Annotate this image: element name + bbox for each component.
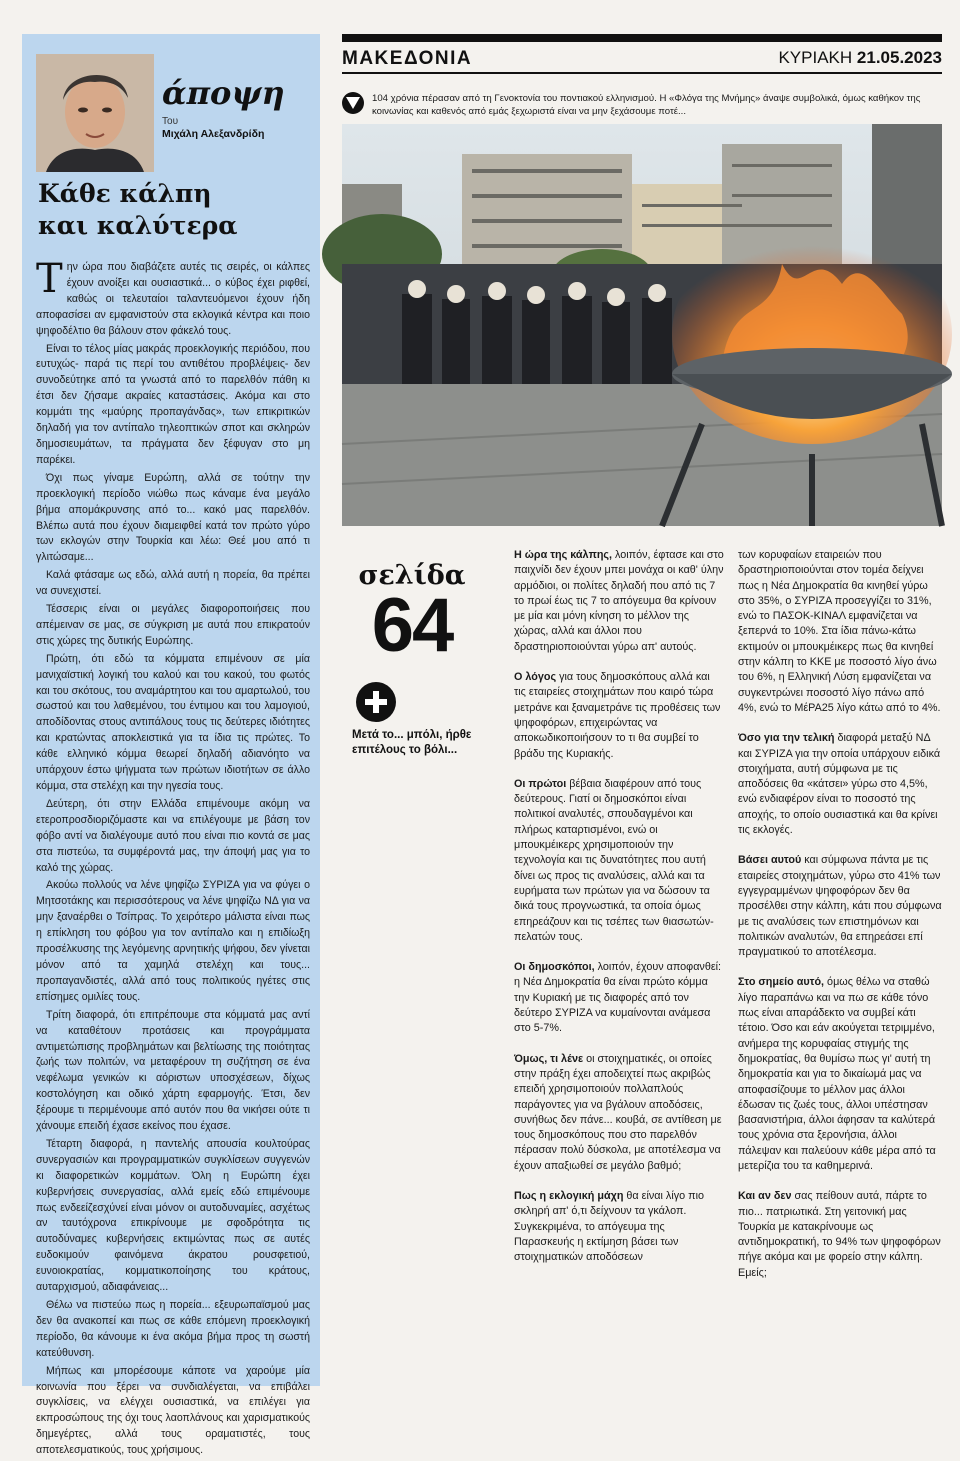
- photo-caption: 104 χρόνια πέρασαν από τη Γενοκτονία του ποντιακού ελληνισμού. Η «Φλόγα της Μνήμης» άναψε συμβολικά, όμως καθήκον της κοινωνίας και καθενός από εμάς ξεχωριστά είναι να μην ξεχάσουμε ποτέ...: [372, 93, 921, 117]
- opinion-paragraph: Είναι το τέλος μίας μακράς προεκλογικής περιόδου, που ευτυχώς- παρά τις περί του αντιθέτου προβλέψεις- δεν συνοδεύτηκε από τα γνωστά από το παρελθόν πάθη κι έτσι δεν ζήσαμε ακραίες καταστάσεις. Ακόμα και στο κομμάτι της «μαύρης προπαγάνδας», των επικριτικών δηλαδή για τον αντίπαλο τηλεοπτικών σποτ και σκληρών δημοσιευμάτων, τα πράγματα δεν ξέφυγαν στο μη παρέκει.: [36, 342, 310, 466]
- article-column-2: [738, 548, 942, 1296]
- opinion-title-line: και καλύτερα: [38, 211, 238, 240]
- masthead-rule: [342, 72, 942, 74]
- drop-cap: Τ: [36, 256, 63, 302]
- article-paragraph: Ο λόγος για τους δημοσκόπους αλλά και τις εταιρείες στοιχημάτων που καιρό τώρα μετράνε και ξαναμετράνε τις προθέσεις των ψηφοφόρων, επιχειρώντας να αποκωδικοποιήσουν το τι θα συμβεί το βράδυ της Κυριακής.: [514, 671, 721, 760]
- article-paragraph: Στο σημείο αυτό, όμως θέλω να σταθώ λίγο παραπάνω και να πω σε κάθε τόνο πως είναι απαράδεκτο να συμβεί κάτι τέτοιο. Όσο και εάν ακούγεται τετριμμένο, ανήμερα της κορυφαίας στιγμής της δημοκρατίας, θα θυμίσω πως γι' αυτή τη δημοκρατία και για το δικαίωμά μας να αποφασίζουμε το μέλλον μας άλλοι έδωσαν τις ζωές τους, άλλοι υπέστησαν βασανιστήρια, άλλοι άφησαν τα καλύτερά τους χρόνια στα ξερονήσια, άλλοι πάλεψαν και παλεύουν κάθε μέρα από τα μετερίζια του τα καθημερινά.: [738, 976, 936, 1172]
- article-paragraph: Όσο για την τελική διαφορά μεταξύ ΝΔ και ΣΥΡΙΖΑ για την οποία υπάρχουν ειδικά στοιχήματα, αυτή σύμφωνα με τις αποδόσεις θα «κάτσει» γύρω στο 4,5%, ενώ ενδιαφέρον είναι το ποσοστό της αποχής, το οποίο ουσιαστικά και θα κρίνει τις εκλογές.: [738, 732, 941, 837]
- article-paragraph: Βάσει αυτού και σύμφωνα πάντα με τις εταιρείες στοιχημάτων, γύρω στο 41% των εγγεγραμμένων ψηφοφόρων δεν θα προσέλθει στην κάλπη, κάτι που σύμφωνα με τις αναλύσεις των επιστημόνων και πολιτικών αναλυτών, θα επηρεάσει επί πραγματικού το αποτέλεσμα.: [738, 854, 942, 959]
- opinion-paragraph: Τέταρτη διαφορά, η παντελής απουσία κουλτούρας συνεργασιών και προγραμματικών συγκλίσεων συγγενών κι διαφορετικών κομμάτων. Όλη η Ευρώπη έχει κυβερνήσεις συνεργασίας, αλλά εμείς εδώ επιμένουμε πως ενδεείζεσχύνεί είναι μόνον οι αυτοδυναμίες, ασχέτως αν ταυτόχρονα επικρίνουμε με σφοδρότητα τις αυτοδύναμες κυβερνήσεις εκτιμώντας πως σε αυτές ευδοκιμούν φαινόμενα άκρατου ρουσφετιού, ευνοιοκρατίας, κομματικοποίησης του κράτους, αυταρχισμού, αδιαφάνειας...: [36, 1137, 310, 1294]
- article-paragraph: Οι πρώτοι βέβαια διαφέρουν από τους δεύτερους. Γιατί οι δημοσκόποι είναι πολιτικοί αναλυτές, σπουδαγμένοι και πλήρως καταρτισμένοι, ενώ οι μπουκμέικερς χρησιμοποιούν την τεχνολογία και τις δυνατότητες που αυτή δίνει ως προς τις αναλύσεις, αλλά και τα ευρήματα των πρώτων για να δώσουν τα δικά τους προγνωστικά, τα οποία όμως επηρεάζουν και τις τσέπες των θιασωτών-πελατών τους.: [514, 777, 714, 943]
- opinion-paragraph: Όχι πως γίναμε Ευρώπη, αλλά σε τούτην την προεκλογική περίοδο νιώθω πως κάναμε ένα μεγάλο βήμα απομάκρυνσης από το... κακό μας παρελθόν. Βλέπω αυτά που έχουν διαμειφθεί κατά τον πρώτο γύρο των εκλογών στην Τουρκία και λέω: Θεέ μου από τι γλιτώσαμε...: [36, 471, 310, 564]
- dateline: [778, 48, 942, 68]
- opinion-paragraph: Τέσσερις είναι οι μεγάλες διαφοροποιήσεις που απέμειναν σε μας, σε σύγκριση με αυτά που επικρατούν στις χώρες της δυτικής Ευρώπης.: [36, 603, 310, 647]
- teaser-text: Μετά το... μπόλι, ήρθε επιτέλους το βόλι...: [352, 729, 472, 756]
- triangle-down-icon: [342, 92, 364, 114]
- article-paragraph: Όμως, τι λένε οι στοιχηματικές, οι οποίες στην πράξη έχει αποδειχτεί πως ακριβώς επειδή χρησιμοποιούν πολλαπλούς παράγοντες για να βγάλουν αποδόσεις, συνήθως δεν πάνε... κουβά, σε αντίθεση με τους δημοσκόπους που στο παρελθόν πέρασαν πολύ δύσκολα, με αποτέλεσμα να έχουν απαξιωθεί σε μεγάλο βαθμό;: [514, 1052, 722, 1172]
- opinion-title: [38, 178, 308, 242]
- article-paragraph: Πως η εκλογική μάχη θα είναι λίγο πιο σκληρή απ' ό,τι δείχνουν τα γκάλοπ. Συγκεκριμένα, το απόγευμα της Παρασκευής η εκτίμηση βάσει των στοιχηματικών αποδόσεων: [514, 1189, 704, 1264]
- opinion-title-line: Κάθε κάλπη: [38, 179, 212, 208]
- article-paragraph: των κορυφαίων εταιρειών που δραστηριοποιούνται στον τομέα δείχνει πως η Νέα Δημοκρατία θα κινηθεί γύρω στο 35%, ο ΣΥΡΙΖΑ προσεγγίζει το 31%, ενώ το ΠΑΣΟΚ-ΚΙΝΑΛ εμφανίζεται να ξεπερνά το 10%. Στα ίδια πάνω-κάτω εκτιμούν οι μπουκμέικερς πως θα κινηθεί στην κάλπη το ΚΚΕ με ποσοστό λίγο άνω του 6%, η Ελληνική Λύση εμφανίζεται να συγκεντρώνει ποσοστό λίγο πάνω από 4%, ενώ το ΜέΡΑ25 λίγο κάτω από το 4%.: [738, 549, 941, 714]
- byline-prefix: Του: [162, 116, 179, 127]
- article-paragraph: Οι δημοσκόποι, λοιπόν, έχουν αποφανθεί: η Νέα Δημοκρατία θα είναι πρώτο κόμμα την Κυριακή με τις διαφορές από τον δεύτερο ΣΥΡΙΖΑ να κυμαίνονται ανάμεσα στο 5-7%.: [514, 961, 722, 1035]
- opinion-paragraph: Ακούω πολλούς να λένε ψηφίζω ΣΥΡΙΖΑ για να φύγει ο Μητσοτάκης και περισσότερους να λένε ψηφίζω ΝΔ για να μην ξαναέρθει ο Τσίπρας. Το χειρότερο μάλιστα είναι πως η επίκληση του φόβου για τον αντίπαλο και η επιδίωξη προσέλκυσης της λεγόμενης αρνητικής ψήφου, δεν γίνεται μόνον από τα χαμηλά στελέχη και τους... προπαγανδιστές, αλλά από τους πολιτικούς ηγέτες στις επίσημες ομιλίες τους.: [36, 879, 310, 1003]
- flame-ceremony-photo: [342, 124, 942, 526]
- opinion-paragraph: Μήπως και μπορέσουμε κάποτε να χαρούμε μία κοινωνία που ξέρει να συνδιαλέγεται, να επιβάλει συγκλίσεις, να ελέγχει ουσιαστικά, να επιλέγει για εκπροσώπους της όχι τους λαοπλάνους και χαρισματικούς δημεγέρτες, αλλά τους οραματιστές, τους αποτελεσματικούς, τους χρήσιμους.: [36, 1364, 310, 1457]
- masthead: [342, 34, 942, 72]
- opinion-label: άποψη: [162, 74, 285, 112]
- page-number: 64: [371, 583, 453, 668]
- article-column-1: [514, 548, 724, 1280]
- opinion-paragraph: Τρίτη διαφορά, ότι επιτρέπουμε στα κόμματά μας αντί να καταθέτουν προτάσεις και προγράμματα αντιμετώπισης προβλημάτων και βελτίωσης της ποιότητας ζωής των πολιτών, να μεταφέρουν τη συζήτηση σε ένα νεφέλωμα γενικών κι αόριστων υποσχέσεων, δίχως κοστολόγηση και οδικό χάρτη εφαρμογής. Έτσι, δεν ξέρουμε τι περιμένουμε από αυτόν που θα νικήσει ούτε τι χάνουμε επειδή έχασε εκείνος που έχασε.: [36, 1008, 310, 1133]
- opinion-paragraph: Καλά φτάσαμε ως εδώ, αλλά αυτή η πορεία, θα πρέπει να συνεχιστεί.: [36, 569, 310, 598]
- author-name: Μιχάλη Αλεξανδρίδη: [162, 128, 265, 140]
- section-name: ΜΑΚΕΔΟΝΙΑ: [342, 48, 473, 69]
- opinion-column: [22, 34, 320, 1457]
- page-word: σελίδα: [358, 560, 466, 591]
- opinion-paragraph: Θέλω να πιστεύω πως η πορεία... εξευρωπαϊσμού μας δεν θα ανακοπεί και πως σε κάθε επόμενη προεκλογική περίοδο, θα κάνουμε κι ένα ακόμα βήμα προς τη σωστή κατεύθυνση.: [36, 1299, 310, 1359]
- dateline-day: ΚΥΡΙΑΚΗ: [778, 48, 853, 67]
- plus-icon: [356, 682, 396, 722]
- opinion-paragraph: Την ώρα που διαβάζετε αυτές τις σειρές, οι κάλπες έχουν ανοίξει και ουσιαστικά... ο κύβος έχει ριφθεί, καθώς οι τελευταίοι ταλαντευόμενοι έχουν ήδη αποφασίσει αν εμφανιστούν στα εκλογικά κέντρα και ποιο ψηφοδέλτιο θα βάλουν στον φάκελό τους.: [36, 256, 310, 337]
- opinion-body: [36, 256, 310, 1461]
- author-avatar: [36, 54, 154, 172]
- dateline-date: 21.05.2023: [856, 48, 942, 67]
- article-paragraph: Η ώρα της κάλπης, λοιπόν, έφτασε και στο παιχνίδι δεν έχουν μπει μονάχα οι καθ' ύλην αρμόδιοι, οι πολίτες δηλαδή που από τις 7 το πρωί έως τις 7 το απόγευμα θα κρίνουν με μία και μόνη κίνηση το μέλλον της χώρας, αλλά και άλλοι που δραστηριοποιούνται γύρω απ' αυτούς.: [514, 549, 724, 653]
- opinion-paragraph: Πρώτη, ότι εδώ τα κόμματα επιμένουν σε μία μανιχαϊστική λογική του καλού και του κακού, του φωτός και του σκότους, του αναμάρτητου και του αμαρτωλού, του σωστού και του λαθεμένου, του έντιμου και του λαμογιού, αποδίδοντας στους αντιπάλους τους τις δεύτερες ιδιότητες και κρατώντας αποκλειστικά για τα ίδια τις πρώτες. Το κάθε ελληνικό κόμμα θεωρεί δηλαδή αδιανόητο να υπάρχουν έστω ψήγματα των πρώτων ιδιοτήτων σε άλλο κόμμα, στα στελέχη και την ηγεσία τους.: [36, 652, 310, 792]
- opinion-paragraph: Δεύτερη, ότι στην Ελλάδα επιμένουμε ακόμη να ετεροπροσδιοριζόμαστε και να επιλέγουμε με βάση τον φόβο αντί να διαλέγουμε αυτό που είναι πιο κοντά σε μας στα πιστεύω, τα συμφέροντά μας, την άποψή μας για το καλό της χώρας.: [36, 797, 310, 874]
- article-paragraph: Και αν δεν σας πείθουν αυτά, πάρτε το πιο... πατριωτικά. Στη γειτονική μας Τουρκία με κατακρίνουμε ως αντιδημοκρατική, το 94% των ψηφοφόρων πήγε ακόμα και με φορείο στην κάλπη. Εμείς;: [738, 1190, 941, 1279]
- page-reference: [352, 560, 472, 668]
- opinion-header: [22, 34, 320, 174]
